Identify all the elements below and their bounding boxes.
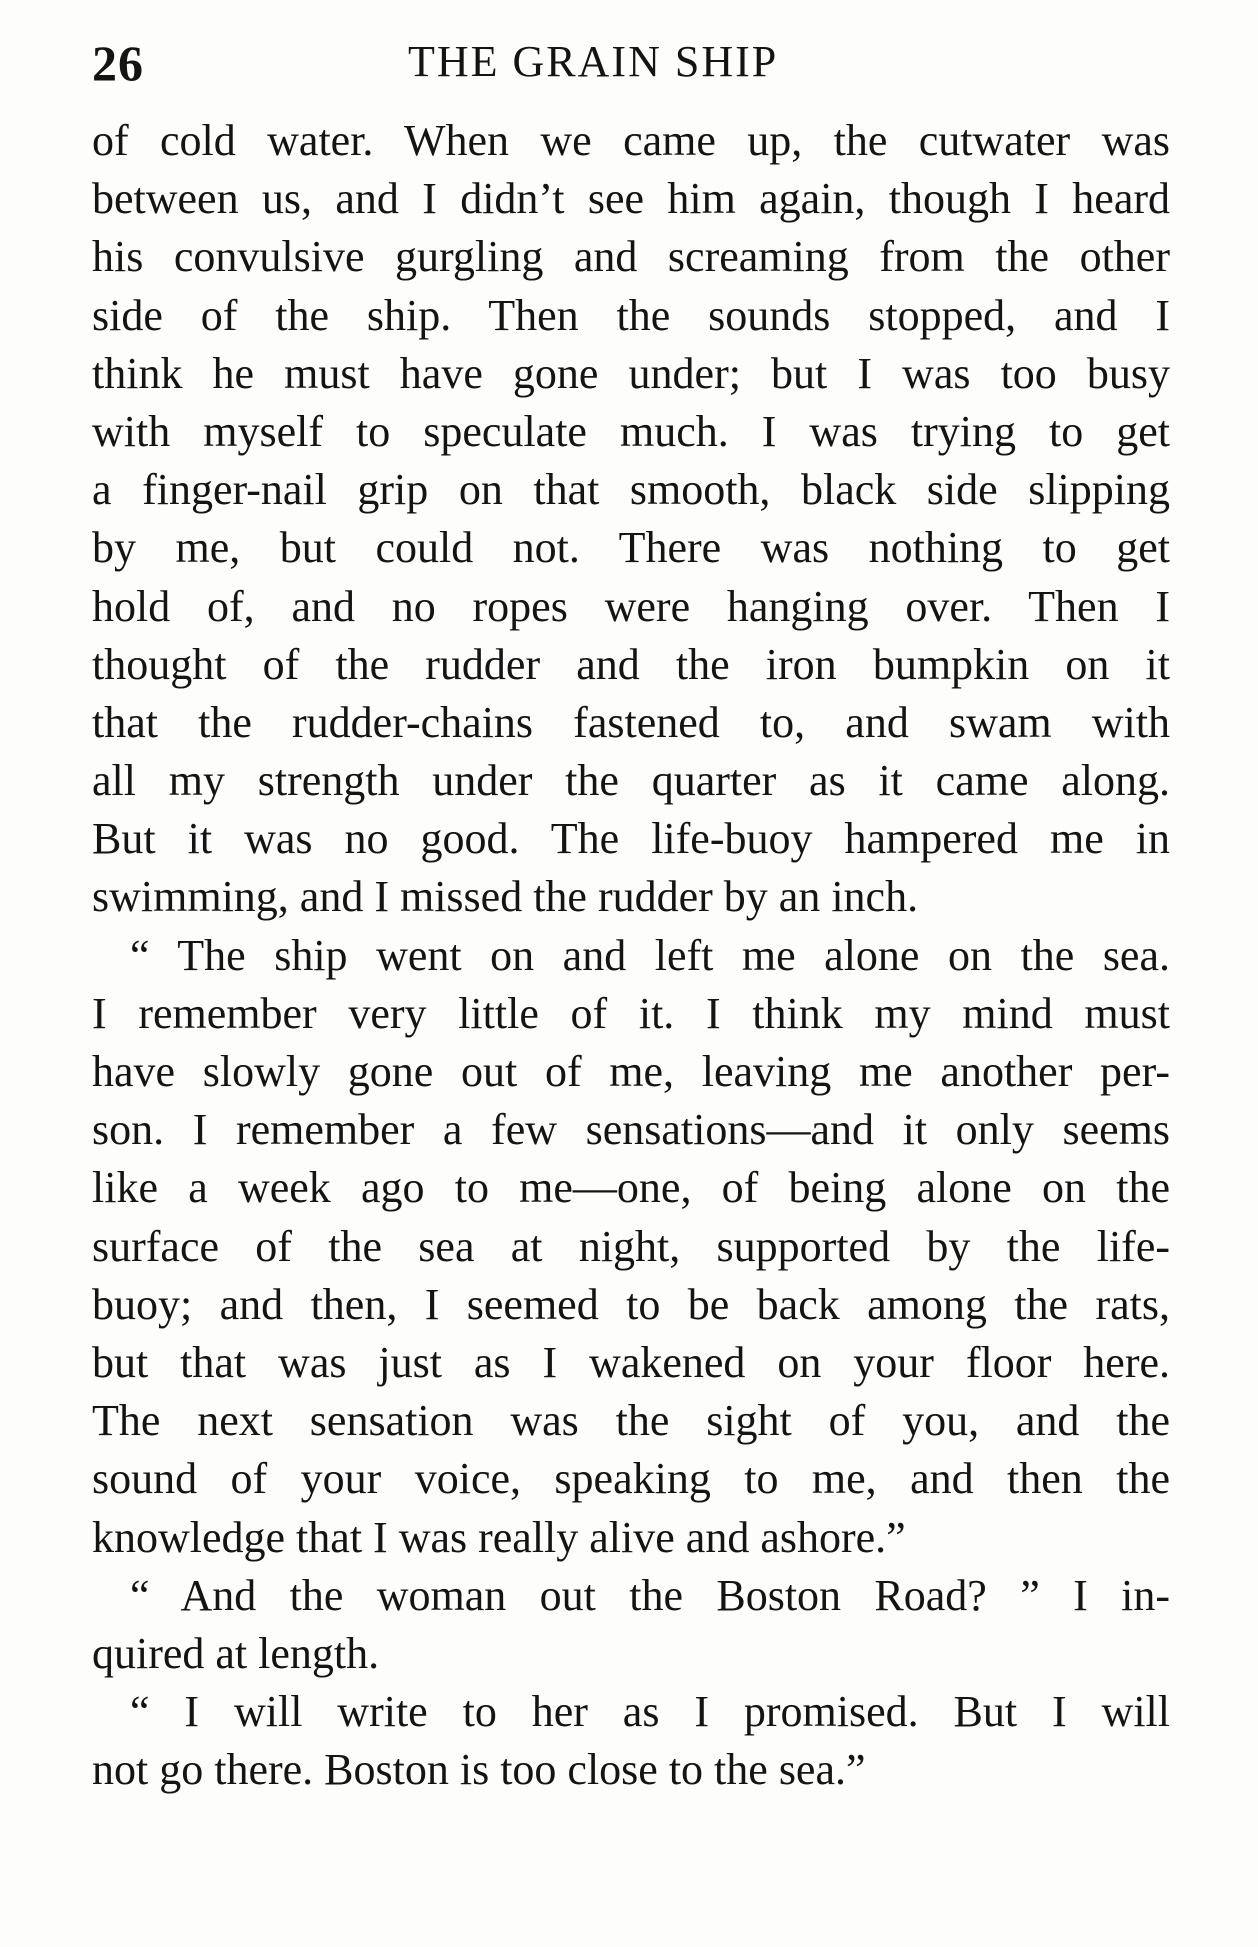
text-line: that the rudder-chains fastened to, and swam with xyxy=(92,697,1170,747)
text-line: son. I remember a few sensations—and it only seems xyxy=(92,1105,1170,1155)
text-line: his convulsive gurgling and screaming from the other xyxy=(92,232,1170,282)
running-title: THE GRAIN SHIP xyxy=(408,37,779,86)
text-line: swimming, and I missed the rudder by an inch. xyxy=(92,872,919,922)
text-line: by me, but could not. There was nothing to get xyxy=(92,523,1170,573)
text-line: with myself to speculate much. I was trying to get xyxy=(92,406,1170,456)
text-line: between us, and I didn’t see him again, though I heard xyxy=(92,174,1170,224)
text-line: like a week ago to me—one, of being alone on the xyxy=(92,1163,1170,1213)
paragraph xyxy=(92,1683,1170,1799)
body-text xyxy=(92,112,1170,1799)
text-line: but that was just as I wakened on your floor here. xyxy=(92,1337,1170,1387)
text-line: “ I will write to her as I promised. But I will xyxy=(130,1687,1170,1737)
text-line: knowledge that I was really alive and ashore.” xyxy=(92,1512,906,1562)
text-line: “ And the woman out the Boston Road? ” I in- xyxy=(130,1570,1170,1620)
text-line: thought of the rudder and the iron bumpkin on it xyxy=(92,639,1170,689)
text-line: think he must have gone under; but I was too busy xyxy=(92,348,1170,398)
paragraph xyxy=(92,112,1170,927)
text-line: side of the ship. Then the sounds stopped, and I xyxy=(92,290,1170,340)
page-number: 26 xyxy=(92,35,144,91)
text-line: “ The ship went on and left me alone on the sea. xyxy=(130,930,1170,980)
text-line: of cold water. When we came up, the cutwater was xyxy=(92,116,1170,165)
text-line: have slowly gone out of me, leaving me another per- xyxy=(92,1047,1170,1096)
text-line: surface of the sea at night, supported by the life- xyxy=(92,1221,1170,1271)
text-line: not go there. Boston is too close to the sea.” xyxy=(92,1745,866,1795)
paragraph xyxy=(92,927,1170,1567)
paragraph xyxy=(92,1567,1170,1683)
text-line: buoy; and then, I seemed to be back among the rats, xyxy=(92,1279,1170,1329)
text-line: a finger-nail grip on that smooth, black side slipping xyxy=(92,465,1170,515)
running-head xyxy=(92,30,1170,100)
text-line: all my strength under the quarter as it came along. xyxy=(92,756,1170,806)
text-line: The next sensation was the sight of you, and the xyxy=(92,1396,1170,1446)
text-line: hold of, and no ropes were hanging over. Then I xyxy=(92,581,1170,631)
text-line: quired at length. xyxy=(92,1628,380,1678)
text-line: But it was no good. The life-buoy hampered me in xyxy=(92,814,1170,864)
text-line: I remember very little of it. I think my mind must xyxy=(92,988,1170,1038)
text-line: sound of your voice, speaking to me, and then the xyxy=(92,1454,1170,1504)
